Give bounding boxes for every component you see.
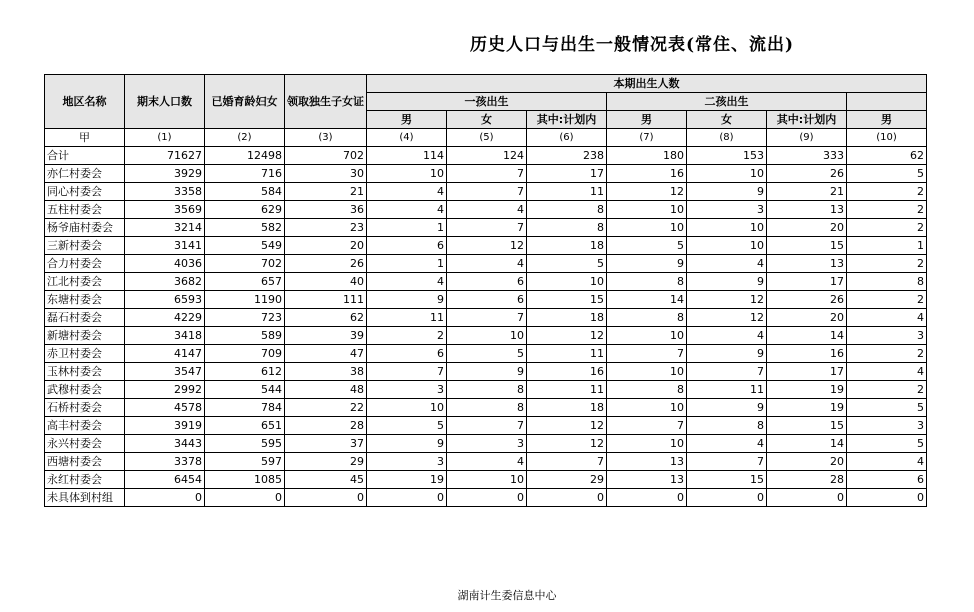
row-value-cell: 20 — [767, 309, 847, 327]
row-region-name: 石桥村委会 — [45, 399, 125, 417]
row-value-cell: 10 — [687, 219, 767, 237]
row-value-cell: 6454 — [125, 471, 205, 489]
row-value-cell: 13 — [607, 471, 687, 489]
row-value-cell: 5 — [447, 345, 527, 363]
row-value-cell: 11 — [527, 345, 607, 363]
header-third-male: 男 — [847, 111, 927, 129]
row-value-cell: 5 — [527, 255, 607, 273]
row-value-cell: 12 — [607, 183, 687, 201]
row-value-cell: 8 — [447, 399, 527, 417]
header-first-male: 男 — [367, 111, 447, 129]
row-value-cell: 12 — [687, 291, 767, 309]
row-value-cell: 8 — [527, 219, 607, 237]
row-value-cell: 8 — [607, 309, 687, 327]
row-value-cell: 612 — [205, 363, 285, 381]
row-value-cell: 5 — [607, 237, 687, 255]
index-cell: (3) — [285, 129, 367, 147]
row-value-cell: 10 — [527, 273, 607, 291]
row-value-cell: 4 — [367, 183, 447, 201]
row-value-cell: 9 — [687, 183, 767, 201]
row-region-name: 三新村委会 — [45, 237, 125, 255]
row-value-cell: 4 — [687, 327, 767, 345]
row-value-cell: 0 — [285, 489, 367, 507]
row-value-cell: 21 — [285, 183, 367, 201]
row-value-cell: 39 — [285, 327, 367, 345]
row-value-cell: 11 — [687, 381, 767, 399]
row-value-cell: 1 — [847, 237, 927, 255]
row-value-cell: 2 — [367, 327, 447, 345]
row-value-cell: 3 — [847, 327, 927, 345]
row-value-cell: 2 — [847, 291, 927, 309]
header-married-women: 已婚育龄妇女 — [205, 75, 285, 129]
row-value-cell: 13 — [767, 201, 847, 219]
row-value-cell: 14 — [767, 435, 847, 453]
index-cell: (10) — [847, 129, 927, 147]
row-value-cell: 7 — [447, 183, 527, 201]
row-value-cell: 3919 — [125, 417, 205, 435]
row-value-cell: 8 — [527, 201, 607, 219]
row-value-cell: 3569 — [125, 201, 205, 219]
row-value-cell: 29 — [285, 453, 367, 471]
row-value-cell: 15 — [767, 417, 847, 435]
row-value-cell: 3 — [367, 381, 447, 399]
row-value-cell: 7 — [447, 417, 527, 435]
row-region-name: 合力村委会 — [45, 255, 125, 273]
header-blank — [847, 93, 927, 111]
row-region-name: 新塘村委会 — [45, 327, 125, 345]
index-cell: (5) — [447, 129, 527, 147]
row-value-cell: 4 — [367, 201, 447, 219]
row-value-cell: 28 — [767, 471, 847, 489]
row-value-cell: 8 — [607, 381, 687, 399]
row-value-cell: 3929 — [125, 165, 205, 183]
row-value-cell: 12 — [687, 309, 767, 327]
row-value-cell: 14 — [767, 327, 847, 345]
row-value-cell: 2 — [847, 201, 927, 219]
row-value-cell: 18 — [527, 237, 607, 255]
row-value-cell: 11 — [527, 381, 607, 399]
row-value-cell: 651 — [205, 417, 285, 435]
row-value-cell: 584 — [205, 183, 285, 201]
row-value-cell: 0 — [767, 489, 847, 507]
table-row — [45, 183, 927, 201]
row-value-cell: 15 — [527, 291, 607, 309]
row-value-cell: 4 — [447, 453, 527, 471]
row-value-cell: 7 — [447, 165, 527, 183]
row-value-cell: 702 — [285, 147, 367, 165]
row-value-cell: 19 — [367, 471, 447, 489]
row-value-cell: 723 — [205, 309, 285, 327]
row-region-name: 赤卫村委会 — [45, 345, 125, 363]
row-value-cell: 8 — [687, 417, 767, 435]
row-value-cell: 10 — [607, 363, 687, 381]
footer-source: 湖南计生委信息中心 — [457, 589, 557, 602]
row-value-cell: 0 — [847, 489, 927, 507]
table-row — [45, 165, 927, 183]
row-value-cell: 0 — [687, 489, 767, 507]
row-value-cell: 16 — [527, 363, 607, 381]
header-second-female: 女 — [687, 111, 767, 129]
row-value-cell: 3378 — [125, 453, 205, 471]
row-value-cell: 10 — [687, 165, 767, 183]
row-value-cell: 20 — [767, 219, 847, 237]
row-value-cell: 8 — [847, 273, 927, 291]
table-row — [45, 201, 927, 219]
row-value-cell: 6 — [447, 273, 527, 291]
row-value-cell: 0 — [125, 489, 205, 507]
row-value-cell: 23 — [285, 219, 367, 237]
row-value-cell: 10 — [367, 165, 447, 183]
row-value-cell: 10 — [447, 471, 527, 489]
table-row — [45, 417, 927, 435]
header-second-male: 男 — [607, 111, 687, 129]
row-value-cell: 10 — [607, 219, 687, 237]
row-value-cell: 597 — [205, 453, 285, 471]
row-value-cell: 26 — [285, 255, 367, 273]
table-row — [45, 291, 927, 309]
header-second-child: 二孩出生 — [607, 93, 847, 111]
row-value-cell: 709 — [205, 345, 285, 363]
table-row — [45, 147, 927, 165]
row-value-cell: 9 — [607, 255, 687, 273]
row-value-cell: 10 — [607, 399, 687, 417]
row-value-cell: 784 — [205, 399, 285, 417]
header-first-female: 女 — [447, 111, 527, 129]
row-value-cell: 10 — [607, 201, 687, 219]
row-value-cell: 0 — [205, 489, 285, 507]
row-region-name: 西塘村委会 — [45, 453, 125, 471]
row-value-cell: 9 — [367, 291, 447, 309]
row-value-cell: 2 — [847, 381, 927, 399]
row-value-cell: 0 — [607, 489, 687, 507]
row-value-cell: 10 — [447, 327, 527, 345]
row-value-cell: 10 — [687, 237, 767, 255]
row-value-cell: 4 — [847, 309, 927, 327]
row-value-cell: 19 — [767, 381, 847, 399]
table-row — [45, 237, 927, 255]
row-value-cell: 153 — [687, 147, 767, 165]
row-value-cell: 62 — [285, 309, 367, 327]
row-value-cell: 4 — [447, 255, 527, 273]
row-value-cell: 3 — [447, 435, 527, 453]
row-value-cell: 18 — [527, 399, 607, 417]
row-value-cell: 13 — [767, 255, 847, 273]
row-value-cell: 12 — [527, 435, 607, 453]
row-value-cell: 4036 — [125, 255, 205, 273]
index-cell: (6) — [527, 129, 607, 147]
row-value-cell: 333 — [767, 147, 847, 165]
row-value-cell: 4 — [847, 363, 927, 381]
row-value-cell: 16 — [767, 345, 847, 363]
row-value-cell: 17 — [767, 363, 847, 381]
row-value-cell: 549 — [205, 237, 285, 255]
population-table — [44, 74, 927, 507]
row-value-cell: 12 — [527, 327, 607, 345]
table-row — [45, 399, 927, 417]
row-value-cell: 29 — [527, 471, 607, 489]
row-region-name: 江北村委会 — [45, 273, 125, 291]
row-value-cell: 180 — [607, 147, 687, 165]
row-value-cell: 8 — [607, 273, 687, 291]
row-value-cell: 238 — [527, 147, 607, 165]
row-value-cell: 21 — [767, 183, 847, 201]
table-row — [45, 435, 927, 453]
row-value-cell: 3682 — [125, 273, 205, 291]
row-value-cell: 3 — [687, 201, 767, 219]
row-region-name: 武穆村委会 — [45, 381, 125, 399]
row-value-cell: 26 — [767, 165, 847, 183]
row-value-cell: 3443 — [125, 435, 205, 453]
header-first-child: 一孩出生 — [367, 93, 607, 111]
row-value-cell: 10 — [607, 435, 687, 453]
row-value-cell: 7 — [367, 363, 447, 381]
index-row — [45, 129, 927, 147]
row-region-name: 磊石村委会 — [45, 309, 125, 327]
report-title: 历史人口与出生一般情况表(常住、流出) — [470, 35, 795, 55]
row-value-cell: 5 — [367, 417, 447, 435]
table-row — [45, 255, 927, 273]
row-value-cell: 9 — [687, 399, 767, 417]
row-value-cell: 6 — [367, 237, 447, 255]
row-value-cell: 13 — [607, 453, 687, 471]
row-value-cell: 12 — [447, 237, 527, 255]
row-value-cell: 18 — [527, 309, 607, 327]
row-value-cell: 3214 — [125, 219, 205, 237]
row-value-cell: 9 — [687, 273, 767, 291]
table-row — [45, 453, 927, 471]
row-value-cell: 7 — [447, 309, 527, 327]
row-value-cell: 111 — [285, 291, 367, 309]
row-value-cell: 4 — [687, 255, 767, 273]
table-row — [45, 327, 927, 345]
row-value-cell: 4 — [847, 453, 927, 471]
row-value-cell: 15 — [687, 471, 767, 489]
row-value-cell: 6593 — [125, 291, 205, 309]
row-value-cell: 2992 — [125, 381, 205, 399]
row-value-cell: 5 — [847, 165, 927, 183]
row-value-cell: 20 — [285, 237, 367, 255]
header-second-planned: 其中:计划内 — [767, 111, 847, 129]
row-value-cell: 9 — [687, 345, 767, 363]
row-value-cell: 7 — [527, 453, 607, 471]
row-value-cell: 1 — [367, 255, 447, 273]
row-value-cell: 9 — [367, 435, 447, 453]
row-region-name: 高丰村委会 — [45, 417, 125, 435]
row-value-cell: 47 — [285, 345, 367, 363]
row-value-cell: 2 — [847, 255, 927, 273]
row-value-cell: 10 — [367, 399, 447, 417]
row-value-cell: 3 — [367, 453, 447, 471]
row-value-cell: 19 — [767, 399, 847, 417]
table-row — [45, 309, 927, 327]
table-row — [45, 381, 927, 399]
row-region-name: 东塘村委会 — [45, 291, 125, 309]
row-value-cell: 37 — [285, 435, 367, 453]
row-value-cell: 6 — [847, 471, 927, 489]
row-value-cell: 15 — [767, 237, 847, 255]
row-value-cell: 45 — [285, 471, 367, 489]
row-value-cell: 1 — [367, 219, 447, 237]
row-value-cell: 38 — [285, 363, 367, 381]
row-value-cell: 6 — [367, 345, 447, 363]
row-value-cell: 7 — [607, 417, 687, 435]
row-value-cell: 16 — [607, 165, 687, 183]
row-value-cell: 702 — [205, 255, 285, 273]
row-value-cell: 0 — [367, 489, 447, 507]
index-cell: (7) — [607, 129, 687, 147]
row-value-cell: 5 — [847, 435, 927, 453]
row-value-cell: 3547 — [125, 363, 205, 381]
row-value-cell: 589 — [205, 327, 285, 345]
row-region-name: 亦仁村委会 — [45, 165, 125, 183]
row-value-cell: 11 — [527, 183, 607, 201]
row-region-name: 永兴村委会 — [45, 435, 125, 453]
row-value-cell: 7 — [447, 219, 527, 237]
row-value-cell: 3418 — [125, 327, 205, 345]
row-value-cell: 544 — [205, 381, 285, 399]
row-region-name: 合计 — [45, 147, 125, 165]
row-value-cell: 582 — [205, 219, 285, 237]
row-value-cell: 7 — [607, 345, 687, 363]
header-population: 期末人口数 — [125, 75, 205, 129]
row-value-cell: 3358 — [125, 183, 205, 201]
index-cell: (8) — [687, 129, 767, 147]
row-value-cell: 629 — [205, 201, 285, 219]
row-value-cell: 22 — [285, 399, 367, 417]
row-value-cell: 12 — [527, 417, 607, 435]
row-region-name: 未具体到村组 — [45, 489, 125, 507]
row-value-cell: 3 — [847, 417, 927, 435]
row-value-cell: 4 — [447, 201, 527, 219]
row-value-cell: 2 — [847, 183, 927, 201]
row-value-cell: 3141 — [125, 237, 205, 255]
row-value-cell: 10 — [607, 327, 687, 345]
row-value-cell: 7 — [687, 453, 767, 471]
table-row — [45, 489, 927, 507]
header-first-planned: 其中:计划内 — [527, 111, 607, 129]
row-value-cell: 2 — [847, 345, 927, 363]
row-value-cell: 4578 — [125, 399, 205, 417]
row-value-cell: 114 — [367, 147, 447, 165]
header-births: 本期出生人数 — [367, 75, 927, 93]
row-value-cell: 17 — [527, 165, 607, 183]
row-value-cell: 4229 — [125, 309, 205, 327]
index-cell: (2) — [205, 129, 285, 147]
row-value-cell: 6 — [447, 291, 527, 309]
index-cell: (9) — [767, 129, 847, 147]
row-value-cell: 716 — [205, 165, 285, 183]
index-label: 甲 — [45, 129, 125, 147]
row-value-cell: 36 — [285, 201, 367, 219]
row-value-cell: 8 — [447, 381, 527, 399]
row-value-cell: 40 — [285, 273, 367, 291]
row-value-cell: 0 — [447, 489, 527, 507]
table-row — [45, 273, 927, 291]
row-value-cell: 17 — [767, 273, 847, 291]
table-row — [45, 345, 927, 363]
row-value-cell: 48 — [285, 381, 367, 399]
index-cell: (1) — [125, 129, 205, 147]
row-value-cell: 11 — [367, 309, 447, 327]
table-row — [45, 363, 927, 381]
row-value-cell: 7 — [687, 363, 767, 381]
row-region-name: 玉林村委会 — [45, 363, 125, 381]
row-region-name: 杨爷庙村委会 — [45, 219, 125, 237]
row-value-cell: 30 — [285, 165, 367, 183]
row-value-cell: 1085 — [205, 471, 285, 489]
header-region: 地区名称 — [45, 75, 125, 129]
table-row — [45, 219, 927, 237]
row-value-cell: 4147 — [125, 345, 205, 363]
row-value-cell: 26 — [767, 291, 847, 309]
row-value-cell: 657 — [205, 273, 285, 291]
row-value-cell: 28 — [285, 417, 367, 435]
row-value-cell: 20 — [767, 453, 847, 471]
row-value-cell: 595 — [205, 435, 285, 453]
table-row — [45, 471, 927, 489]
row-region-name: 五柱村委会 — [45, 201, 125, 219]
row-value-cell: 4 — [367, 273, 447, 291]
row-value-cell: 124 — [447, 147, 527, 165]
row-value-cell: 62 — [847, 147, 927, 165]
row-value-cell: 9 — [447, 363, 527, 381]
index-cell: (4) — [367, 129, 447, 147]
row-value-cell: 5 — [847, 399, 927, 417]
row-value-cell: 71627 — [125, 147, 205, 165]
row-value-cell: 2 — [847, 219, 927, 237]
row-region-name: 永红村委会 — [45, 471, 125, 489]
row-value-cell: 4 — [687, 435, 767, 453]
row-value-cell: 12498 — [205, 147, 285, 165]
row-value-cell: 1190 — [205, 291, 285, 309]
header-one-child-cert: 领取独生子女证 — [285, 75, 367, 129]
row-value-cell: 14 — [607, 291, 687, 309]
row-value-cell: 0 — [527, 489, 607, 507]
row-region-name: 同心村委会 — [45, 183, 125, 201]
